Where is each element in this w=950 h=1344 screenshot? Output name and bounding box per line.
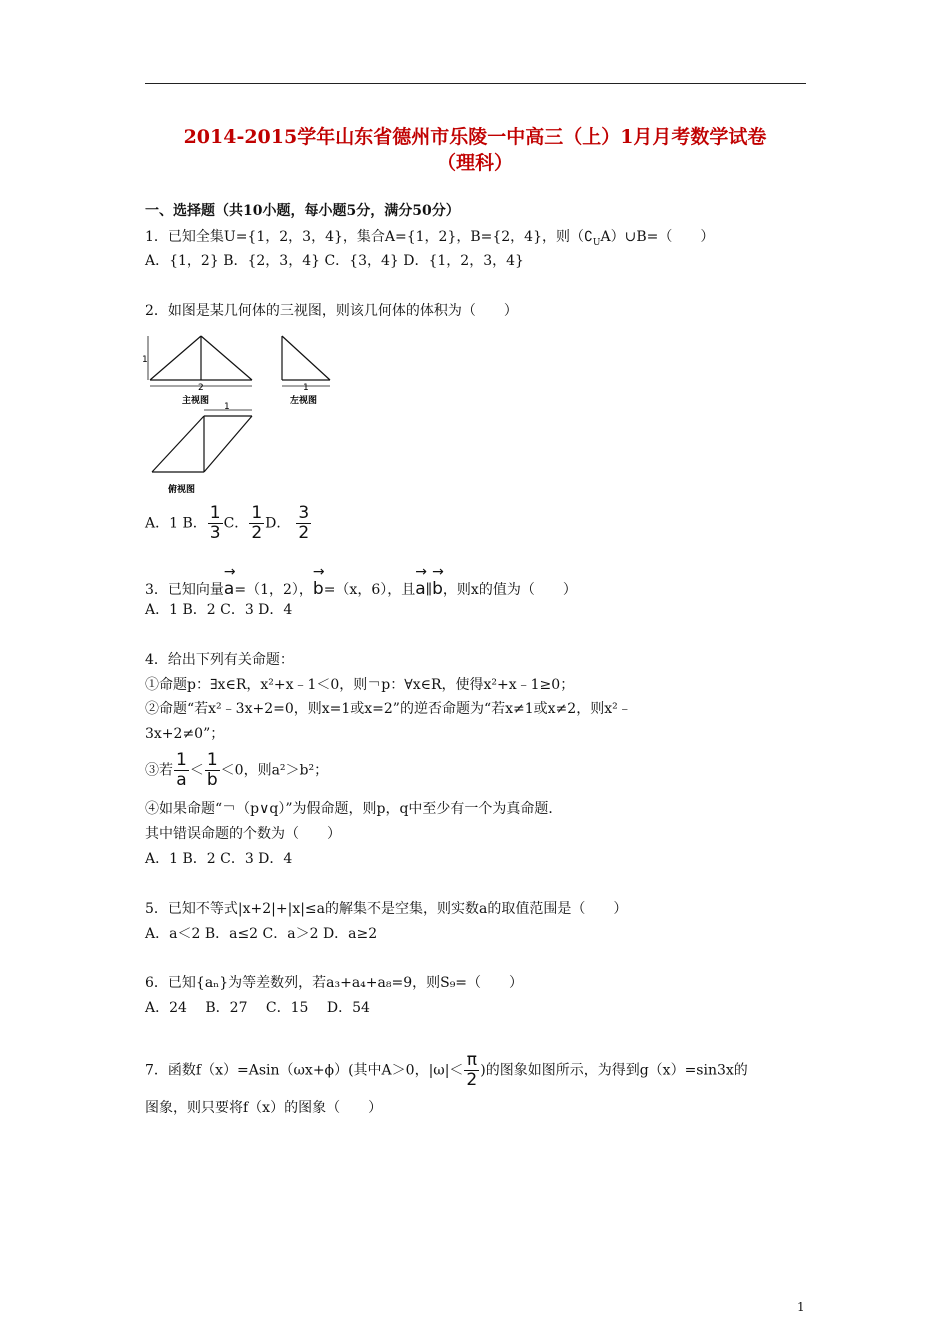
q4-question: 其中错误命题的个数为（ ） <box>145 826 341 842</box>
q2-d-denominator: 2 <box>298 523 310 543</box>
q4-i3-postfix: ＜0，则a²＞b²； <box>220 762 329 779</box>
q4-item-2b: 3x+2≠0”； <box>145 726 225 742</box>
page-title: 2014-2015学年山东省德州市乐陵一中高三（上）1月月考数学试卷 <box>183 126 767 148</box>
question-5-stem: 5．已知不等式|x+2|+|x|≤a的解集不是空集，则实数a的取值范围是（ ） <box>145 901 628 917</box>
q3-text-5: ，则x的值为（ ） <box>442 582 577 598</box>
q4-fraction-1a <box>174 751 189 790</box>
q2-d-numerator: 3 <box>298 503 310 523</box>
q2-option-d-fraction <box>296 504 311 543</box>
q4-item-2a: ②命题“若x²﹣3x+2=0，则x=1或x=2”的逆否命题为“若x≠1或x≠2，则x²﹣ <box>145 701 632 717</box>
question-3-stem <box>145 574 577 601</box>
question-7-line-2: 图象，则只要将f（x）的图象（ ） <box>145 1100 383 1116</box>
side-view-label: 左视图 <box>290 396 318 406</box>
header-rule <box>145 83 806 84</box>
question-2-options <box>145 504 312 543</box>
q1-stem-end: A）∪B=（ ） <box>600 229 715 245</box>
question-6-stem: 6．已知{aₙ}为等差数列，若a₃+a₄+a₈=9，则S₉=（ ） <box>145 975 524 991</box>
q4-f2-numerator: 1 <box>206 750 218 770</box>
q4-fraction-1b <box>205 751 220 790</box>
top-view-label: 俯视图 <box>168 485 196 495</box>
top-view-figure <box>140 402 270 501</box>
section-heading: 一、选择题（共10小题，每小题5分，满分50分） <box>145 203 460 219</box>
q4-i3-prefix: ③若 <box>145 762 173 779</box>
top-width-label: 1 <box>224 402 230 412</box>
page-subtitle: （理科） <box>436 152 513 174</box>
q1-stem-text: 1．已知全集U={1，2，3，4}，集合A={1，2}，B={2，4}，则（∁ <box>145 229 593 245</box>
front-view-label: 主视图 <box>182 396 210 406</box>
question-7-stem <box>145 1051 748 1090</box>
q2-option-a: A．1 B． <box>145 515 207 532</box>
q2-b-denominator: 3 <box>209 523 221 543</box>
vector-a-2: → a <box>415 574 425 600</box>
side-view-figure <box>270 330 340 414</box>
q2-option-b-fraction <box>208 504 223 543</box>
q1-complement-sub: U <box>592 237 601 248</box>
q4-i3-less-than: ＜ <box>189 762 204 779</box>
q4-f1-denominator: a <box>176 770 187 790</box>
question-1-stem <box>145 227 714 253</box>
q4-item-1: ①命题p：∃x∈R，x²+x﹣1＜0，则￢p：∀x∈R，使得x²+x﹣1≥0； <box>145 677 575 693</box>
question-2-stem: 2．如图是某几何体的三视图，则该几何体的体积为（ ） <box>145 303 518 319</box>
question-4-options: A．1 B．2 C．3 D．4 <box>145 851 293 867</box>
vector-b: → b <box>313 574 324 600</box>
question-5-options: A．a＜2 B．a≤2 C．a＞2 D．a≥2 <box>145 926 378 942</box>
q4-item-4: ④如果命题“￢（p∨q）”为假命题，则p，q中至少有一个为真命题． <box>145 801 563 817</box>
question-6-options: A．24 B．27 C．15 D．54 <box>145 1000 370 1016</box>
q3-text-3: =（x，6），且 <box>323 582 416 598</box>
vector-a: → a <box>224 574 234 600</box>
page-number: 1 <box>797 1300 805 1314</box>
q7-numerator: π <box>464 1051 479 1071</box>
q7-fraction <box>464 1051 479 1090</box>
q7-text-2: )的图象如图所示，为得到g（x）=sin3x的 <box>480 1062 748 1079</box>
q3-parallel: ∥ <box>425 582 433 598</box>
q2-c-numerator: 1 <box>251 503 263 523</box>
q4-item-3 <box>145 751 328 790</box>
front-height-label: 1 <box>142 355 148 365</box>
q4-f2-denominator: b <box>206 770 218 790</box>
q2-option-c-fraction <box>249 504 264 543</box>
vector-b-2: → b <box>432 574 443 600</box>
q2-option-d-label: D． <box>265 515 291 532</box>
q3-text-1: 3．已知向量 <box>145 582 224 598</box>
question-1-options: A．{1，2} B．{2，3，4} C．{3，4} D．{1，2，3，4} <box>145 253 524 269</box>
q2-option-c-label: C． <box>223 515 249 532</box>
question-3-options: A．1 B．2 C．3 D．4 <box>145 602 293 618</box>
q4-f1-numerator: 1 <box>176 750 187 770</box>
q2-b-numerator: 1 <box>209 503 221 523</box>
q2-c-denominator: 2 <box>251 523 263 543</box>
question-4-stem: 4．给出下列有关命题： <box>145 652 294 668</box>
q7-denominator: 2 <box>466 1070 478 1090</box>
front-width-label: 2 <box>198 383 204 393</box>
q3-text-2: =（1，2）， <box>234 582 313 598</box>
side-width-label: 1 <box>303 383 309 393</box>
q7-text-1: 7．函数f（x）=Asin（ωx+ϕ）(其中A＞0，|ω|＜ <box>145 1062 464 1079</box>
